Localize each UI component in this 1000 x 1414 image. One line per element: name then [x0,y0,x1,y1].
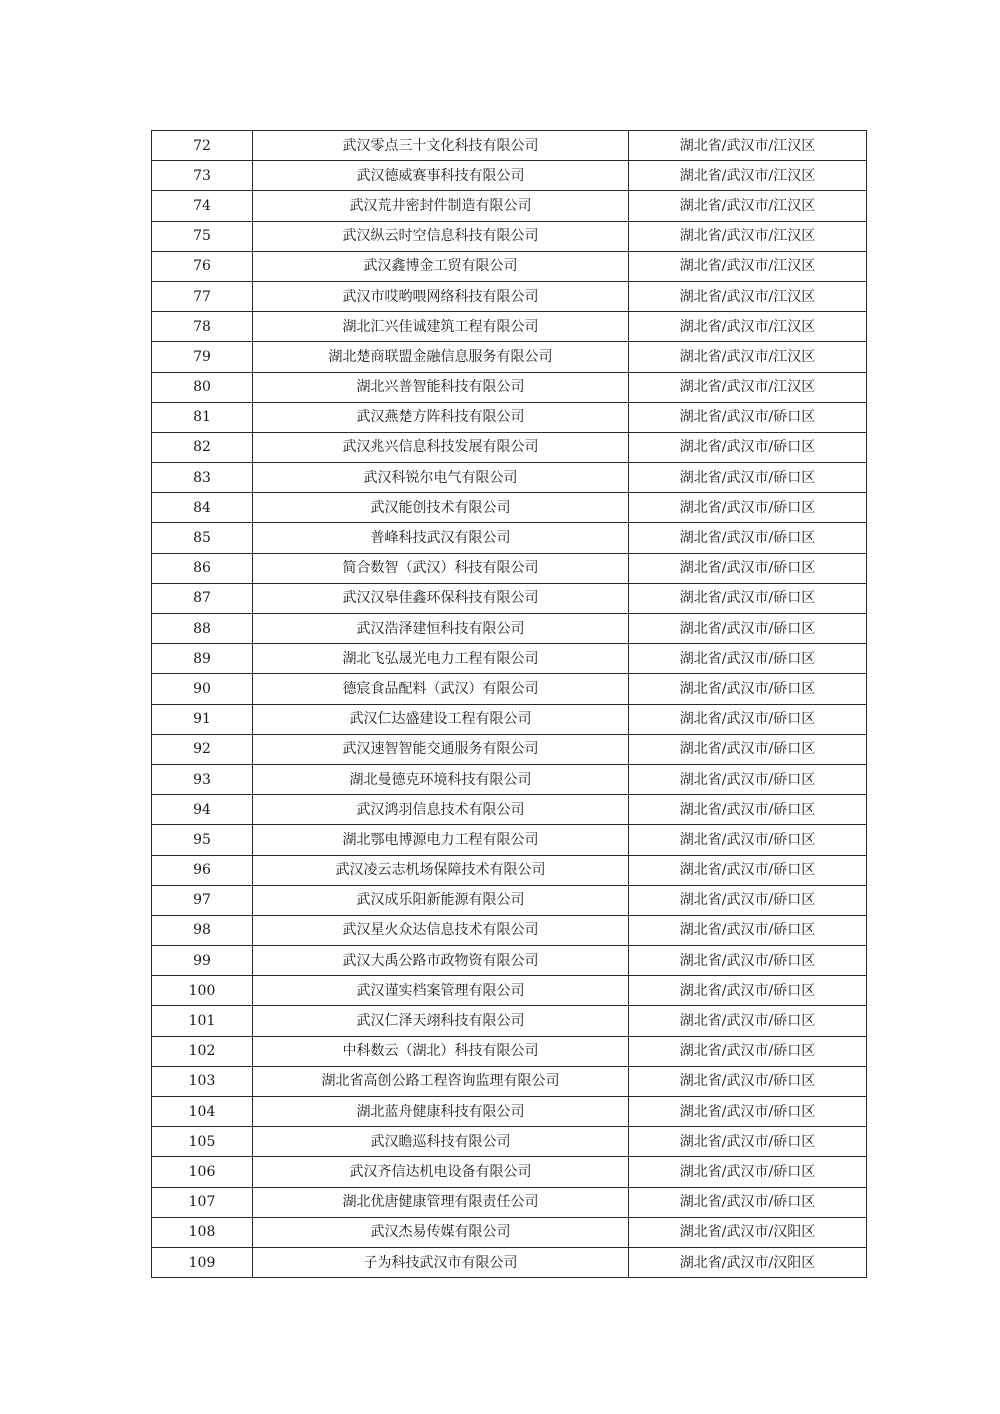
row-number: 89 [152,644,253,674]
row-number: 103 [152,1066,253,1096]
table-row [152,885,867,915]
company-name: 武汉纵云时空信息科技有限公司 [253,221,629,251]
table-row [152,1006,867,1036]
row-number: 83 [152,463,253,493]
company-location: 湖北省/武汉市/硚口区 [629,1066,867,1096]
row-number: 107 [152,1187,253,1217]
table-row [152,221,867,251]
table-row [152,463,867,493]
row-number: 99 [152,946,253,976]
row-number: 93 [152,764,253,794]
company-location: 湖北省/武汉市/硚口区 [629,553,867,583]
table-row [152,764,867,794]
company-location: 湖北省/武汉市/江汉区 [629,161,867,191]
company-location: 湖北省/武汉市/硚口区 [629,1036,867,1066]
table-row [152,855,867,885]
company-location: 湖北省/武汉市/硚口区 [629,795,867,825]
company-location: 湖北省/武汉市/硚口区 [629,523,867,553]
company-name: 湖北楚商联盟金融信息服务有限公司 [253,342,629,372]
company-location: 湖北省/武汉市/硚口区 [629,674,867,704]
table-row [152,553,867,583]
table-row [152,432,867,462]
table-row [152,704,867,734]
row-number: 101 [152,1006,253,1036]
table-row [152,915,867,945]
company-name: 武汉德威赛事科技有限公司 [253,161,629,191]
table-row [152,795,867,825]
company-name: 武汉能创技术有限公司 [253,493,629,523]
row-number: 95 [152,825,253,855]
company-name: 武汉齐信达机电设备有限公司 [253,1157,629,1187]
company-location: 湖北省/武汉市/硚口区 [629,885,867,915]
row-number: 92 [152,734,253,764]
table-row [152,674,867,704]
company-name: 湖北蓝舟健康科技有限公司 [253,1097,629,1127]
row-number: 96 [152,855,253,885]
company-location: 湖北省/武汉市/汉阳区 [629,1217,867,1247]
table-row [152,1247,867,1277]
company-location: 湖北省/武汉市/江汉区 [629,251,867,281]
company-name: 中科数云（湖北）科技有限公司 [253,1036,629,1066]
table-row [152,493,867,523]
table-row [152,614,867,644]
row-number: 80 [152,372,253,402]
row-number: 109 [152,1247,253,1277]
table-row [152,825,867,855]
table-row [152,734,867,764]
table-row [152,946,867,976]
row-number: 75 [152,221,253,251]
company-name: 武汉零点三十文化科技有限公司 [253,131,629,161]
row-number: 73 [152,161,253,191]
company-location: 湖北省/武汉市/江汉区 [629,281,867,311]
company-location: 湖北省/武汉市/江汉区 [629,342,867,372]
table-row [152,1217,867,1247]
company-location: 湖北省/武汉市/硚口区 [629,704,867,734]
company-name: 武汉瞻巡科技有限公司 [253,1127,629,1157]
table-row [152,1066,867,1096]
company-location: 湖北省/武汉市/硚口区 [629,614,867,644]
row-number: 94 [152,795,253,825]
row-number: 108 [152,1217,253,1247]
table-row [152,583,867,613]
company-name: 湖北兴普智能科技有限公司 [253,372,629,402]
company-location: 湖北省/武汉市/硚口区 [629,734,867,764]
table-row [152,1127,867,1157]
company-name: 湖北优唐健康管理有限责任公司 [253,1187,629,1217]
row-number: 86 [152,553,253,583]
company-name: 武汉市哎哟喂网络科技有限公司 [253,281,629,311]
table-row [152,191,867,221]
table-row [152,161,867,191]
row-number: 97 [152,885,253,915]
company-location: 湖北省/武汉市/硚口区 [629,825,867,855]
company-location: 湖北省/武汉市/江汉区 [629,191,867,221]
company-location: 湖北省/武汉市/硚口区 [629,1097,867,1127]
row-number: 77 [152,281,253,311]
company-location: 湖北省/武汉市/硚口区 [629,855,867,885]
table-row [152,251,867,281]
table-row [152,1187,867,1217]
table-row [152,1157,867,1187]
row-number: 91 [152,704,253,734]
company-location: 湖北省/武汉市/硚口区 [629,976,867,1006]
company-name: 武汉仁达盛建设工程有限公司 [253,704,629,734]
table-row [152,1036,867,1066]
company-location: 湖北省/武汉市/硚口区 [629,493,867,523]
company-name: 武汉凌云志机场保障技术有限公司 [253,855,629,885]
company-list-table [151,130,867,1278]
row-number: 100 [152,976,253,1006]
row-number: 104 [152,1097,253,1127]
company-location: 湖北省/武汉市/硚口区 [629,1187,867,1217]
row-number: 87 [152,583,253,613]
company-location: 湖北省/武汉市/硚口区 [629,1157,867,1187]
company-name: 武汉大禹公路市政物资有限公司 [253,946,629,976]
table-row [152,523,867,553]
row-number: 105 [152,1127,253,1157]
company-name: 武汉星火众达信息技术有限公司 [253,915,629,945]
table-body [152,131,867,1278]
company-name: 武汉速智智能交通服务有限公司 [253,734,629,764]
row-number: 76 [152,251,253,281]
company-location: 湖北省/武汉市/硚口区 [629,432,867,462]
company-name: 普峰科技武汉有限公司 [253,523,629,553]
row-number: 88 [152,614,253,644]
table-row [152,281,867,311]
company-name: 武汉科锐尔电气有限公司 [253,463,629,493]
company-name: 德宸食品配料（武汉）有限公司 [253,674,629,704]
company-location: 湖北省/武汉市/硚口区 [629,946,867,976]
company-location: 湖北省/武汉市/硚口区 [629,644,867,674]
row-number: 98 [152,915,253,945]
company-location: 湖北省/武汉市/汉阳区 [629,1247,867,1277]
company-name: 简合数智（武汉）科技有限公司 [253,553,629,583]
table-row [152,644,867,674]
row-number: 79 [152,342,253,372]
company-location: 湖北省/武汉市/江汉区 [629,312,867,342]
row-number: 85 [152,523,253,553]
company-location: 湖北省/武汉市/硚口区 [629,764,867,794]
company-name: 武汉仁泽天翊科技有限公司 [253,1006,629,1036]
table-row [152,1097,867,1127]
table-row [152,402,867,432]
company-location: 湖北省/武汉市/硚口区 [629,463,867,493]
table-row [152,372,867,402]
company-location: 湖北省/武汉市/江汉区 [629,131,867,161]
company-location: 湖北省/武汉市/硚口区 [629,583,867,613]
company-location: 湖北省/武汉市/硚口区 [629,915,867,945]
table-row [152,131,867,161]
company-location: 湖北省/武汉市/硚口区 [629,1006,867,1036]
company-name: 武汉杰易传媒有限公司 [253,1217,629,1247]
company-name: 湖北飞弘晟光电力工程有限公司 [253,644,629,674]
row-number: 78 [152,312,253,342]
company-name: 武汉成乐阳新能源有限公司 [253,885,629,915]
company-name: 武汉谨实档案管理有限公司 [253,976,629,1006]
row-number: 106 [152,1157,253,1187]
company-name: 湖北省高创公路工程咨询监理有限公司 [253,1066,629,1096]
company-location: 湖北省/武汉市/硚口区 [629,1127,867,1157]
row-number: 82 [152,432,253,462]
table-row [152,976,867,1006]
company-location: 湖北省/武汉市/江汉区 [629,372,867,402]
company-location: 湖北省/武汉市/硚口区 [629,402,867,432]
company-name: 武汉兆兴信息科技发展有限公司 [253,432,629,462]
row-number: 102 [152,1036,253,1066]
row-number: 84 [152,493,253,523]
row-number: 72 [152,131,253,161]
company-name: 武汉荒井密封件制造有限公司 [253,191,629,221]
table-row [152,342,867,372]
company-name: 湖北鄂电博源电力工程有限公司 [253,825,629,855]
company-name: 武汉鸿羽信息技术有限公司 [253,795,629,825]
company-name: 武汉鑫博金工贸有限公司 [253,251,629,281]
company-name: 湖北曼德克环境科技有限公司 [253,764,629,794]
company-name: 子为科技武汉市有限公司 [253,1247,629,1277]
table-row [152,312,867,342]
company-name: 武汉浩泽建恒科技有限公司 [253,614,629,644]
row-number: 90 [152,674,253,704]
company-name: 湖北汇兴佳诚建筑工程有限公司 [253,312,629,342]
row-number: 74 [152,191,253,221]
company-location: 湖北省/武汉市/江汉区 [629,221,867,251]
company-name: 武汉燕楚方阵科技有限公司 [253,402,629,432]
row-number: 81 [152,402,253,432]
company-name: 武汉汉皋佳鑫环保科技有限公司 [253,583,629,613]
